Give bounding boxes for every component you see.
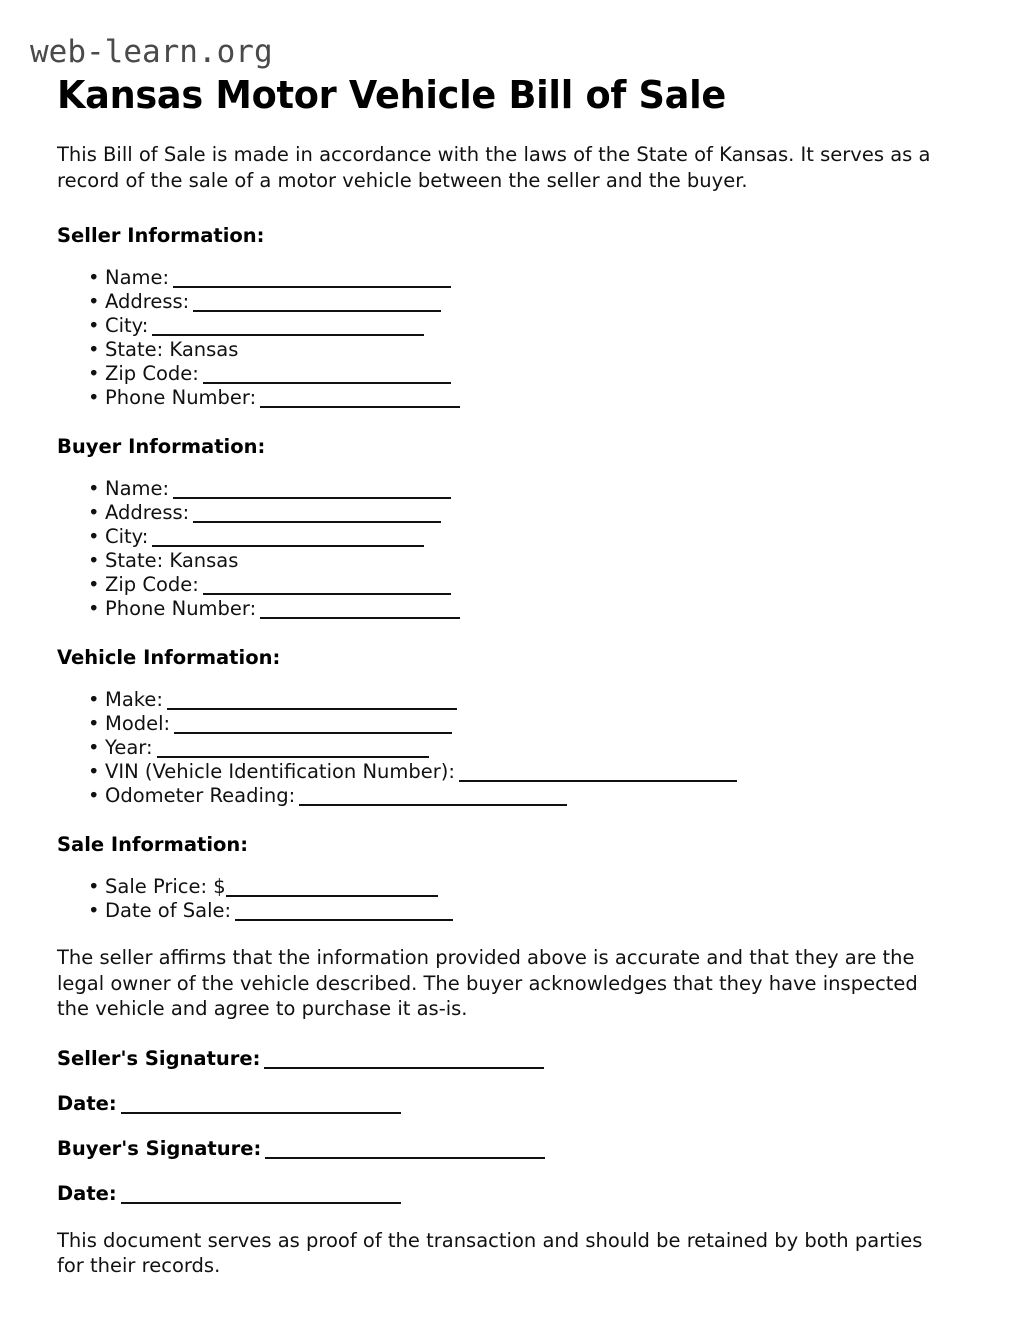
field-blank[interactable] <box>193 297 441 312</box>
list-item <box>57 338 953 362</box>
field-label: State: Kansas <box>105 549 239 572</box>
field-label: Zip Code: <box>105 573 199 596</box>
list-item <box>57 266 953 290</box>
list-item <box>57 688 953 712</box>
field-label: Odometer Reading: <box>105 784 296 807</box>
field-label: Address: <box>105 501 190 524</box>
field-blank[interactable] <box>226 882 438 897</box>
buyer-date-label: Date: <box>57 1181 117 1205</box>
list-item <box>57 525 953 549</box>
list-item <box>57 290 953 314</box>
sale-field-list <box>57 875 953 923</box>
affirmation-paragraph: The seller affirms that the information provided above is accurate and that they are the legal owner of the vehicle described. The buyer acknowledges that they have inspected the vehicle and agree to purchase it as-is. <box>57 946 918 1020</box>
field-label: City: <box>105 314 149 337</box>
field-blank[interactable] <box>235 906 453 921</box>
list-item <box>57 875 953 899</box>
field-label: Model: <box>105 712 171 735</box>
list-item <box>57 314 953 338</box>
document-body <box>57 142 953 1279</box>
field-blank[interactable] <box>152 321 424 336</box>
buyer-field-list <box>57 477 953 621</box>
closing-paragraph: This document serves as proof of the transaction and should be retained by both parties for their records. <box>57 1228 923 1277</box>
field-blank[interactable] <box>260 393 460 408</box>
list-item <box>57 712 953 736</box>
field-label: State: Kansas <box>105 338 239 361</box>
field-label: Phone Number: <box>105 386 257 409</box>
seller-field-list <box>57 266 953 410</box>
vehicle-field-list <box>57 688 953 808</box>
field-label: Sale Price: $ <box>105 875 226 898</box>
list-item <box>57 760 953 784</box>
seller-date-blank[interactable] <box>121 1099 401 1114</box>
list-item <box>57 477 953 501</box>
list-item <box>57 501 953 525</box>
field-blank[interactable] <box>157 743 429 758</box>
field-blank[interactable] <box>167 695 457 710</box>
field-blank[interactable] <box>459 767 737 782</box>
buyer-date-blank[interactable] <box>121 1189 401 1204</box>
buyer-signature-blank[interactable] <box>265 1144 545 1159</box>
buyer-signature-line <box>57 1136 953 1161</box>
field-blank[interactable] <box>203 369 451 384</box>
field-label: Year: <box>105 736 153 759</box>
section-heading-seller: Seller Information: <box>57 224 265 247</box>
page-title: Kansas Motor Vehicle Bill of Sale <box>57 73 726 117</box>
field-blank[interactable] <box>193 508 441 523</box>
section-heading-buyer: Buyer Information: <box>57 435 266 458</box>
section-heading-sale: Sale Information: <box>57 833 249 856</box>
list-item <box>57 784 953 808</box>
seller-signature-blank[interactable] <box>264 1054 544 1069</box>
field-label: City: <box>105 525 149 548</box>
list-item <box>57 573 953 597</box>
field-blank[interactable] <box>260 604 460 619</box>
field-blank[interactable] <box>299 791 567 806</box>
seller-date-label: Date: <box>57 1091 117 1115</box>
site-watermark: web-learn.org <box>30 34 273 70</box>
field-label: Address: <box>105 290 190 313</box>
seller-signature-line <box>57 1046 953 1071</box>
seller-date-line <box>57 1091 953 1116</box>
field-blank[interactable] <box>152 532 424 547</box>
list-item <box>57 362 953 386</box>
list-item <box>57 736 953 760</box>
field-label: Phone Number: <box>105 597 257 620</box>
field-blank[interactable] <box>173 273 451 288</box>
field-label: Name: <box>105 477 170 500</box>
field-blank[interactable] <box>174 719 452 734</box>
field-blank[interactable] <box>173 484 451 499</box>
list-item <box>57 597 953 621</box>
seller-signature-label: Seller's Signature: <box>57 1046 261 1070</box>
list-item <box>57 899 953 923</box>
field-label: Make: <box>105 688 163 711</box>
buyer-signature-label: Buyer's Signature: <box>57 1136 262 1160</box>
field-label: Date of Sale: <box>105 899 232 922</box>
buyer-date-line <box>57 1181 953 1206</box>
section-heading-vehicle: Vehicle Information: <box>57 646 281 669</box>
field-label: Name: <box>105 266 170 289</box>
field-label: Zip Code: <box>105 362 199 385</box>
intro-paragraph: This Bill of Sale is made in accordance with the laws of the State of Kansas. It serves as a record of the sale of a motor vehicle between the seller and the buyer. <box>57 143 931 192</box>
field-blank[interactable] <box>203 580 451 595</box>
list-item <box>57 386 953 410</box>
field-label: VIN (Vehicle Identification Number): <box>105 760 455 783</box>
list-item <box>57 549 953 573</box>
